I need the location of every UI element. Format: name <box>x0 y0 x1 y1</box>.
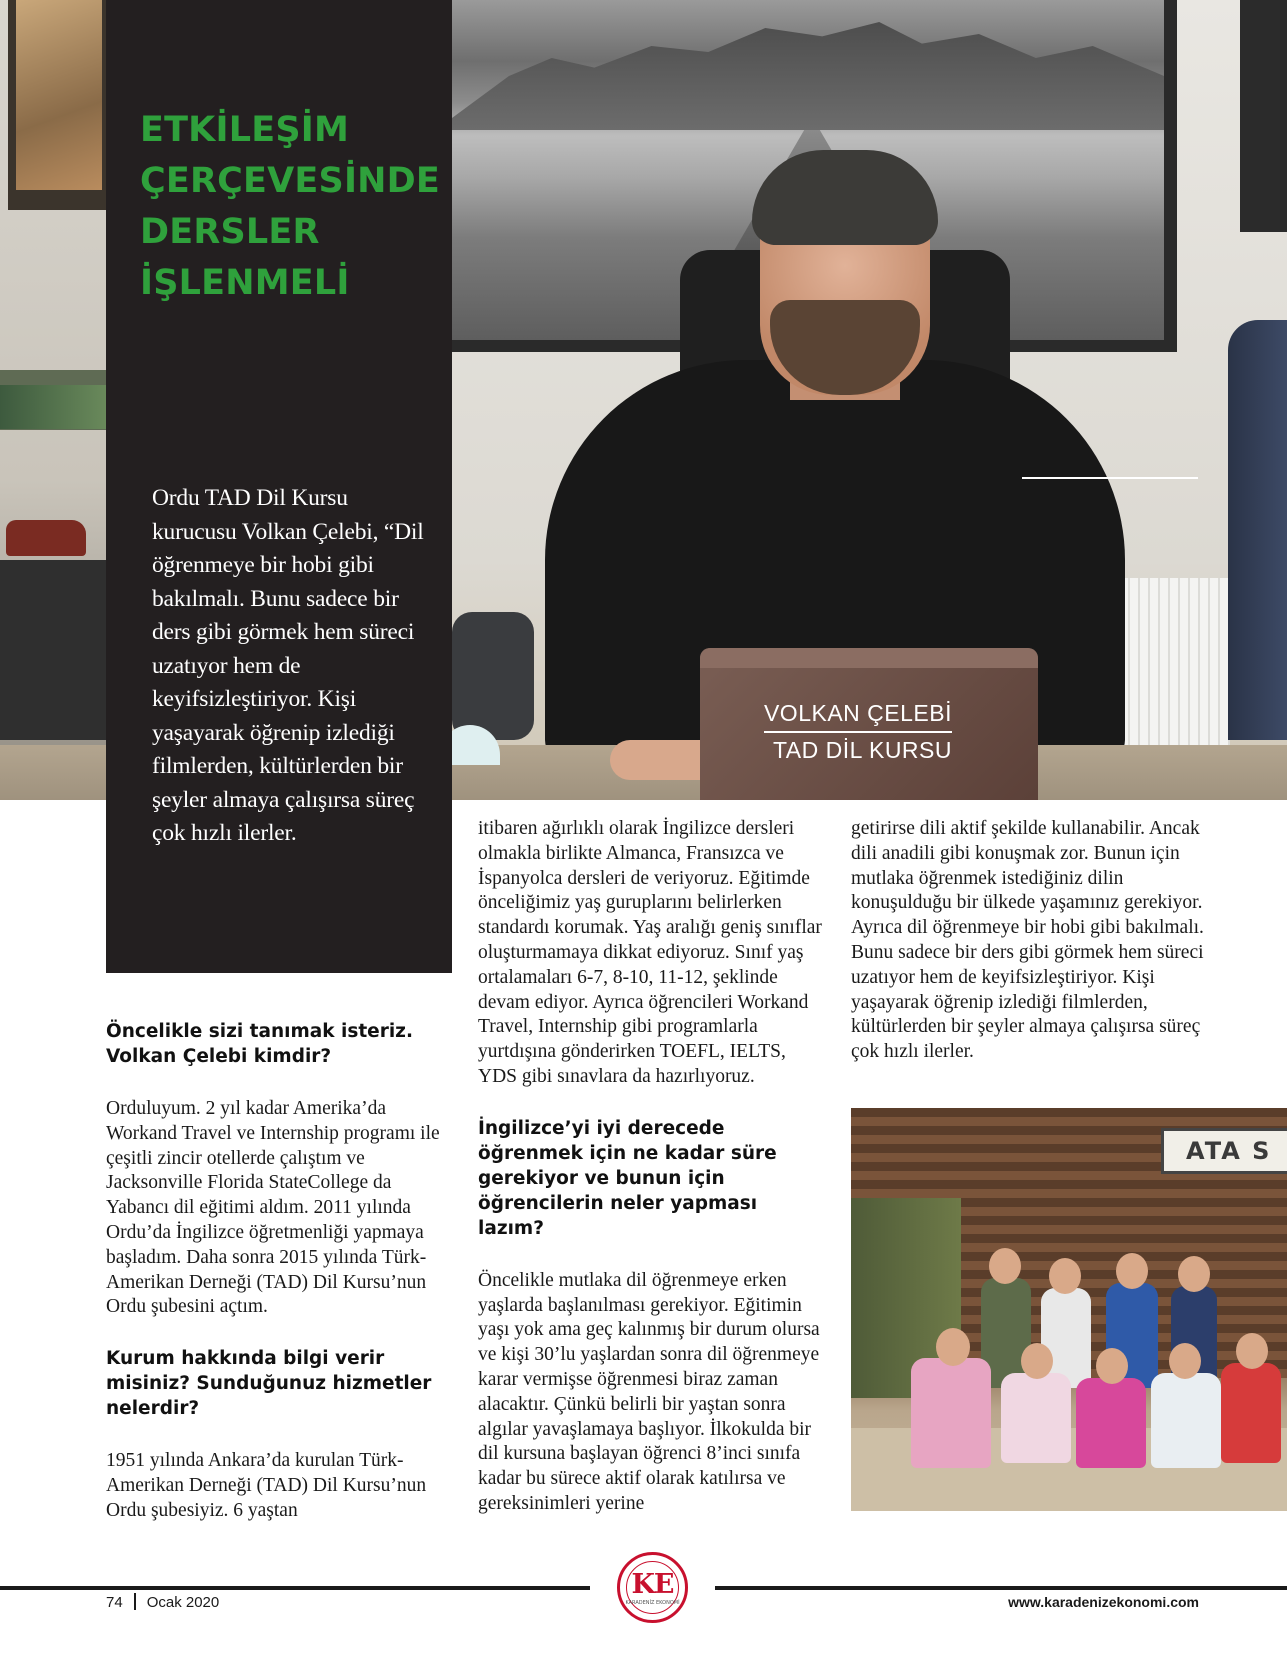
photo-child-head <box>1236 1333 1268 1369</box>
photo-child <box>1221 1363 1281 1463</box>
caption-decor-line <box>1022 477 1198 479</box>
photo-child-head <box>1178 1256 1210 1292</box>
footer-rule-left <box>0 1586 590 1590</box>
page-folio <box>106 1593 219 1613</box>
students-photo <box>851 1108 1287 1511</box>
photo-child-head <box>1021 1343 1053 1379</box>
answer-3-part-2: getirirse dili aktif şekilde kullanabilir. Ancak dili anadili gibi konuşmak zor. Bunun için mutlaka öğrenmek istediğiniz dilin konuşulduğu bir ülkede yaşamınız gerekiyor. Ayrıca dil öğrenmeye bir hobi gibi bakılmalı. Bunu sadece bir ders gibi görmek hem süreci uzatıyor hem de keyifsizleştiriyor. Kişi yaşayarak öğrenip izlediği filmlerden, kültürlerden bir şeyler almaya çalışırsa süreç çok hızlı ilerler. <box>851 818 1204 1063</box>
article-column-1 <box>106 1019 456 1524</box>
photo-child-head <box>1116 1253 1148 1289</box>
page-number: 74 <box>106 1594 123 1611</box>
photo-child-head <box>1049 1258 1081 1294</box>
headline <box>140 105 440 309</box>
headline-line: ETKİLEŞİM <box>140 110 349 150</box>
photo-child-head <box>1096 1348 1128 1384</box>
photo-left-artwork <box>16 0 102 190</box>
article-column-3 <box>851 817 1207 1065</box>
answer-2-part-1: 1951 yılında Ankara’da kurulan Türk-Amerikan Derneği (TAD) Dil Kursu’nun Ordu şubesiyiz. 6 yaştan <box>106 1450 427 1521</box>
photo-child <box>1001 1373 1071 1463</box>
photo-child-head <box>936 1328 970 1366</box>
photo-sign: ATA S <box>1161 1128 1287 1174</box>
issue-date: Ocak 2020 <box>146 1594 220 1611</box>
photo-child-head <box>1169 1343 1201 1379</box>
photo-child <box>911 1358 991 1468</box>
magazine-logo <box>617 1552 688 1623</box>
headline-line: ÇERÇEVESİNDE <box>140 161 441 201</box>
photo-window <box>1240 0 1287 232</box>
answer-2-part-2: itibaren ağırlıklı olarak İngilizce dersleri olmakla birlikte Almanca, Fransızca ve İspanyolca dersleri de veriyoruz. Eğitimde önceliğimiz yaş guruplarını belirlerken standardı korumak. Yaş aralığı geniş sınıflar oluşturmamaya dikkat ediyoruz. Sınıf yaş ortalamaları 6-7, 8-10, 11-12, şeklinde devam ediyor. Ayrıca öğrencileri Workand Travel, Internship gibi programlarla yurtdışına gönderirken TOEFL, IELTS, YDS gibi sınavlara da hazırlıyoruz. <box>478 818 822 1087</box>
lead-paragraph: Ordu TAD Dil Kursu kurucusu Volkan Çelebi, “Dil öğrenmeye bir hobi gibi bakılmalı. Bunu sadece bir ders gibi görmek hem süreci uzatıyor hem de keyifsizleştiriyor. Kişi yaşayarak öğrenip izlediği filmlerden, kültürlerden bir şeyler almaya çalışırsa süreç çok hızlı ilerler. <box>152 485 424 846</box>
photo-child-head <box>989 1248 1021 1284</box>
question-3: İngilizce’yi iyi derecede öğrenmek için ne kadar süre gerekiyor ve bunun için öğrencilerin neler yapması lazım? <box>478 1117 777 1239</box>
photo-child <box>1151 1373 1221 1468</box>
question-1: Öncelikle sizi tanımak isteriz. Volkan Çelebi kimdir? <box>106 1021 413 1067</box>
photo-tablet-strap <box>700 648 1038 668</box>
photo-caption <box>740 698 952 765</box>
photo-bag <box>452 612 534 740</box>
caption-organization: TAD DİL KURSU <box>772 737 952 763</box>
photo-cabinet <box>0 560 110 740</box>
photo-game-box <box>0 385 110 429</box>
headline-line: İŞLENMELİ <box>140 263 350 303</box>
headline-line: DERSLER <box>140 212 320 252</box>
article-column-2 <box>478 817 828 1517</box>
logo-text: KE <box>631 1569 674 1600</box>
photo-coat <box>1228 320 1287 740</box>
answer-1: Orduluyum. 2 yıl kadar Amerika’da Workand Travel ve Internship programı ile çeşitli zincir otellerde çalıştım ve Jacksonville Florida StateCollege da Yabancı dil eğitimi aldım. 2011 yılında Ordu’da İngilizce öğretmenliği yapmaya başladım. Daha sonra 2015 yılında Türk-Amerikan Derneği (TAD) Dil Kursu’nun Ordu şubesini açtım. <box>106 1098 440 1318</box>
footer-rule-right <box>715 1586 1287 1590</box>
answer-3-part-1: Öncelikle mutlaka dil öğrenmeye erken yaşlarda başlanılması gerekiyor. Eğitimin yaşı yok ama geç kalınmış bir durum olursa ve kişi 30’lu yaşlardan sonra dil öğrenmeye karar vermişse öğrenmesi biraz zaman alacaktır. Çünkü belirli bir yaştan sonra algılar yavaşlamaya başlıyor. İlkokulda bir dil kursuna başlayan öğrenci 8’inci sınıfa kadar bu sürece aktif olarak katılırsa ve gereksinimleri yerine <box>478 1269 820 1514</box>
photo-child <box>1076 1378 1146 1468</box>
photo-toy-car <box>6 520 86 556</box>
caption-name: VOLKAN ÇELEBİ <box>764 698 952 733</box>
website-link[interactable]: www.karadenizekonomi.com <box>1008 1594 1199 1610</box>
question-2: Kurum hakkında bilgi verir misiniz? Sunduğunuz hizmetler nelerdir? <box>106 1348 432 1420</box>
photo-person-hair <box>752 150 938 245</box>
folio-separator <box>134 1593 136 1610</box>
photo-mountains <box>452 10 1164 130</box>
logo-subtext: KARADENİZ EKONOMİ <box>625 1600 680 1606</box>
